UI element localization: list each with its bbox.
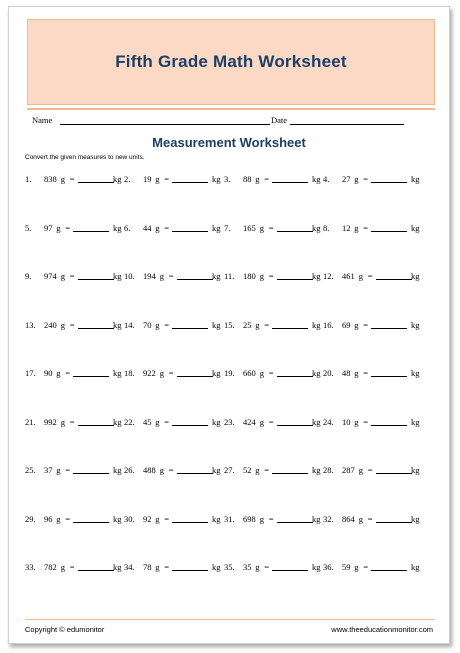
answer-blank[interactable]: [272, 464, 308, 474]
to-unit: kg: [411, 368, 420, 378]
to-unit: kg: [312, 319, 321, 330]
problem-number: 11.: [224, 271, 235, 281]
problem-item: [124, 513, 224, 525]
to-unit: kg: [113, 174, 122, 184]
problem-value: 660: [243, 368, 256, 378]
problem-item: [224, 173, 324, 185]
name-line: [60, 116, 270, 125]
answer-blank[interactable]: [78, 173, 114, 183]
problem-item: [124, 319, 224, 331]
problem-item: [224, 416, 324, 428]
problem-item: [224, 513, 324, 525]
problem-value: 35: [243, 562, 252, 572]
problem-value: 698: [243, 513, 256, 524]
problem-item: [323, 561, 423, 573]
equals-sign: =: [69, 271, 75, 281]
to-unit: kg: [312, 416, 321, 427]
equals-sign: =: [268, 271, 274, 281]
problem-value: 25: [243, 319, 252, 330]
problem-value: 10: [342, 416, 351, 427]
from-unit: g: [259, 271, 265, 281]
from-unit: g: [259, 368, 265, 378]
to-unit: kg: [312, 271, 321, 281]
equals-sign: =: [69, 319, 75, 330]
from-unit: g: [354, 319, 359, 330]
problem-value: 838: [44, 174, 57, 184]
problem-item: [224, 222, 324, 234]
equals-sign: =: [268, 368, 274, 378]
answer-blank[interactable]: [78, 416, 114, 426]
website-url: www.theeducationmonitor.com: [331, 625, 433, 634]
problem-number: 26.: [124, 465, 135, 475]
problem-number: 8.: [323, 222, 330, 233]
date-label: Date: [271, 115, 288, 125]
from-unit: g: [259, 513, 265, 524]
answer-blank[interactable]: [78, 561, 114, 571]
problem-number: 4.: [323, 174, 330, 184]
problem-number: 36.: [323, 562, 334, 572]
problem-value: 180: [243, 271, 256, 281]
problem-value: 922: [143, 368, 156, 378]
problem-number: 13.: [25, 319, 36, 330]
to-unit: kg: [113, 416, 122, 427]
problem-value: 19: [143, 174, 152, 184]
equals-sign: =: [363, 562, 368, 572]
problem-value: 78: [143, 562, 152, 572]
copyright-text: Copyright © edumonitor: [25, 625, 105, 634]
answer-blank[interactable]: [371, 561, 407, 571]
equals-sign: =: [168, 368, 174, 378]
problem-number: 30.: [124, 513, 135, 524]
answer-blank[interactable]: [73, 222, 109, 232]
to-unit: kg: [212, 368, 221, 378]
problem-value: 70: [143, 319, 152, 330]
from-unit: g: [159, 271, 165, 281]
from-unit: g: [56, 368, 61, 378]
answer-blank[interactable]: [177, 270, 213, 280]
from-unit: g: [354, 174, 359, 184]
answer-blank[interactable]: [172, 561, 208, 571]
problem-item: [25, 367, 125, 379]
equals-sign: =: [168, 271, 174, 281]
to-unit: kg: [212, 174, 221, 184]
problem-item: [25, 513, 125, 525]
to-unit: kg: [212, 222, 221, 233]
answer-blank[interactable]: [78, 270, 114, 280]
worksheet-title: Measurement Worksheet: [152, 135, 306, 150]
answer-blank[interactable]: [73, 367, 109, 377]
problem-value: 27: [342, 174, 351, 184]
problem-number: 31.: [224, 513, 235, 524]
from-unit: g: [354, 416, 359, 427]
equals-sign: =: [69, 174, 75, 184]
problem-value: 92: [143, 513, 152, 524]
equals-sign: =: [363, 222, 368, 233]
to-unit: kg: [113, 368, 122, 378]
to-unit: kg: [212, 465, 221, 475]
problem-number: 21.: [25, 416, 36, 427]
answer-blank[interactable]: [277, 416, 313, 426]
equals-sign: =: [363, 174, 368, 184]
problem-number: 5.: [25, 222, 32, 233]
problem-item: [224, 464, 324, 476]
problem-number: 7.: [224, 222, 231, 233]
answer-blank[interactable]: [177, 464, 213, 474]
to-unit: kg: [411, 174, 420, 184]
from-unit: g: [155, 416, 160, 427]
problem-value: 52: [243, 465, 252, 475]
problem-number: 12.: [323, 271, 334, 281]
problem-number: 16.: [323, 319, 334, 330]
problem-item: [323, 416, 423, 428]
problem-number: 29.: [25, 513, 36, 524]
answer-blank[interactable]: [371, 367, 407, 377]
to-unit: kg: [312, 174, 321, 184]
problem-item: [323, 270, 423, 282]
problem-item: [323, 367, 423, 379]
answer-blank[interactable]: [376, 464, 412, 474]
to-unit: kg: [113, 513, 122, 524]
name-date-row: [32, 111, 436, 127]
from-unit: g: [354, 562, 359, 572]
problem-value: 88: [243, 174, 252, 184]
to-unit: kg: [411, 319, 420, 330]
answer-blank[interactable]: [172, 416, 208, 426]
equals-sign: =: [164, 319, 169, 330]
equals-sign: =: [363, 416, 368, 427]
equals-sign: =: [363, 368, 368, 378]
to-unit: kg: [411, 465, 420, 475]
problem-item: [323, 319, 423, 331]
problem-number: 14.: [124, 319, 135, 330]
problem-item: [224, 319, 324, 331]
equals-sign: =: [268, 416, 274, 427]
answer-blank[interactable]: [371, 173, 407, 183]
equals-sign: =: [65, 513, 70, 524]
to-unit: kg: [312, 465, 321, 475]
equals-sign: =: [367, 465, 373, 475]
problem-value: 488: [143, 465, 156, 475]
to-unit: kg: [212, 319, 221, 330]
equals-sign: =: [164, 562, 169, 572]
from-unit: g: [358, 271, 364, 281]
from-unit: g: [354, 222, 359, 233]
to-unit: kg: [411, 562, 420, 572]
problem-item: [323, 173, 423, 185]
answer-blank[interactable]: [177, 367, 213, 377]
header-banner: [27, 19, 435, 105]
equals-sign: =: [164, 513, 169, 524]
from-unit: g: [155, 174, 160, 184]
answer-blank[interactable]: [172, 319, 208, 329]
problem-value: 240: [44, 319, 57, 330]
answer-blank[interactable]: [172, 513, 208, 523]
problem-number: 10.: [124, 271, 135, 281]
problem-number: 28.: [323, 465, 334, 475]
answer-blank[interactable]: [172, 173, 208, 183]
equals-sign: =: [65, 222, 70, 233]
to-unit: kg: [113, 319, 122, 330]
problem-item: [124, 367, 224, 379]
to-unit: kg: [411, 416, 420, 427]
from-unit: g: [255, 465, 260, 475]
to-unit: kg: [113, 465, 122, 475]
from-unit: g: [358, 465, 364, 475]
from-unit: g: [159, 465, 165, 475]
problem-item: [124, 173, 224, 185]
to-unit: kg: [212, 513, 221, 524]
problem-number: 35.: [224, 562, 235, 572]
problem-item: [323, 222, 423, 234]
answer-blank[interactable]: [371, 416, 407, 426]
worksheet-page: [8, 6, 450, 644]
to-unit: kg: [212, 562, 221, 572]
problem-value: 165: [243, 222, 256, 233]
equals-sign: =: [168, 465, 174, 475]
to-unit: kg: [113, 222, 122, 233]
problem-value: 461: [342, 271, 355, 281]
from-unit: g: [155, 222, 160, 233]
problem-item: [124, 561, 224, 573]
problem-number: 34.: [124, 562, 135, 572]
answer-blank[interactable]: [73, 513, 109, 523]
from-unit: g: [255, 319, 260, 330]
from-unit: g: [56, 513, 61, 524]
problem-item: [124, 222, 224, 234]
equals-sign: =: [268, 222, 274, 233]
answer-blank[interactable]: [277, 270, 313, 280]
problem-item: [25, 464, 125, 476]
problem-value: 974: [44, 271, 57, 281]
equals-sign: =: [164, 174, 169, 184]
date-line: [290, 116, 404, 125]
from-unit: g: [358, 513, 364, 524]
equals-sign: =: [69, 416, 75, 427]
problem-number: 15.: [224, 319, 235, 330]
from-unit: g: [155, 513, 160, 524]
to-unit: kg: [113, 562, 122, 572]
problem-number: 27.: [224, 465, 235, 475]
problem-value: 864: [342, 513, 355, 524]
problem-value: 45: [143, 416, 152, 427]
problem-number: 3.: [224, 174, 231, 184]
problem-number: 33.: [25, 562, 36, 572]
answer-blank[interactable]: [376, 513, 412, 523]
problem-item: [25, 173, 125, 185]
equals-sign: =: [367, 513, 373, 524]
footer-divider: [25, 619, 435, 620]
to-unit: kg: [312, 513, 321, 524]
problem-number: 19.: [224, 368, 235, 378]
problem-number: 18.: [124, 368, 135, 378]
problem-item: [25, 561, 125, 573]
from-unit: g: [354, 368, 359, 378]
problem-value: 96: [44, 513, 53, 524]
answer-blank[interactable]: [277, 367, 313, 377]
to-unit: kg: [411, 222, 420, 233]
equals-sign: =: [264, 465, 269, 475]
equals-sign: =: [69, 562, 75, 572]
from-unit: g: [159, 368, 165, 378]
answer-blank[interactable]: [272, 173, 308, 183]
answer-blank[interactable]: [73, 464, 109, 474]
problem-item: [25, 416, 125, 428]
to-unit: kg: [411, 513, 420, 524]
name-label: Name: [32, 115, 53, 125]
problem-item: [323, 513, 423, 525]
problem-item: [25, 319, 125, 331]
problem-item: [224, 561, 324, 573]
from-unit: g: [155, 562, 160, 572]
problem-item: [124, 464, 224, 476]
problem-number: 24.: [323, 416, 334, 427]
problem-number: 2.: [124, 174, 131, 184]
problem-value: 69: [342, 319, 351, 330]
problem-number: 25.: [25, 465, 36, 475]
problem-item: [224, 270, 324, 282]
problem-number: 6.: [124, 222, 131, 233]
from-unit: g: [60, 174, 66, 184]
page-title: Fifth Grade Math Worksheet: [115, 52, 347, 71]
from-unit: g: [56, 465, 61, 475]
answer-blank[interactable]: [272, 561, 308, 571]
problem-value: 90: [44, 368, 53, 378]
to-unit: kg: [312, 562, 321, 572]
problem-number: 22.: [124, 416, 135, 427]
from-unit: g: [259, 416, 265, 427]
equals-sign: =: [264, 319, 269, 330]
from-unit: g: [255, 562, 260, 572]
problem-item: [124, 270, 224, 282]
problem-number: 23.: [224, 416, 235, 427]
equals-sign: =: [164, 222, 169, 233]
problem-value: 194: [143, 271, 156, 281]
from-unit: g: [255, 174, 260, 184]
from-unit: g: [259, 222, 265, 233]
problem-item: [25, 270, 125, 282]
equals-sign: =: [268, 513, 274, 524]
equals-sign: =: [264, 562, 269, 572]
from-unit: g: [60, 319, 66, 330]
problem-grid: [9, 167, 449, 607]
problem-number: 9.: [25, 271, 32, 281]
problem-value: 48: [342, 368, 351, 378]
problem-value: 424: [243, 416, 256, 427]
to-unit: kg: [212, 271, 221, 281]
from-unit: g: [60, 416, 66, 427]
equals-sign: =: [65, 465, 70, 475]
problem-value: 782: [44, 562, 57, 572]
problem-value: 992: [44, 416, 57, 427]
answer-blank[interactable]: [78, 319, 114, 329]
equals-sign: =: [363, 319, 368, 330]
header-divider: [27, 108, 435, 110]
problem-item: [323, 464, 423, 476]
answer-blank[interactable]: [272, 319, 308, 329]
to-unit: kg: [411, 271, 420, 281]
from-unit: g: [60, 562, 66, 572]
problem-value: 97: [44, 222, 53, 233]
answer-blank[interactable]: [371, 222, 407, 232]
problem-number: 20.: [323, 368, 334, 378]
problem-item: [25, 222, 125, 234]
problem-value: 44: [143, 222, 152, 233]
equals-sign: =: [264, 174, 269, 184]
problem-value: 12: [342, 222, 351, 233]
problem-number: 32.: [323, 513, 334, 524]
equals-sign: =: [367, 271, 373, 281]
problem-value: 59: [342, 562, 351, 572]
problem-number: 17.: [25, 368, 36, 378]
answer-blank[interactable]: [277, 513, 313, 523]
instructions-text: Convert the given measures to new units.: [25, 154, 145, 161]
answer-blank[interactable]: [376, 270, 412, 280]
from-unit: g: [155, 319, 160, 330]
problem-item: [224, 367, 324, 379]
to-unit: kg: [212, 416, 221, 427]
problem-item: [124, 416, 224, 428]
problem-value: 37: [44, 465, 53, 475]
equals-sign: =: [164, 416, 169, 427]
answer-blank[interactable]: [277, 222, 313, 232]
to-unit: kg: [312, 368, 321, 378]
answer-blank[interactable]: [371, 319, 407, 329]
problem-number: 1.: [25, 174, 32, 184]
answer-blank[interactable]: [172, 222, 208, 232]
from-unit: g: [60, 271, 66, 281]
equals-sign: =: [65, 368, 70, 378]
problem-value: 287: [342, 465, 355, 475]
to-unit: kg: [113, 271, 122, 281]
from-unit: g: [56, 222, 61, 233]
to-unit: kg: [312, 222, 321, 233]
